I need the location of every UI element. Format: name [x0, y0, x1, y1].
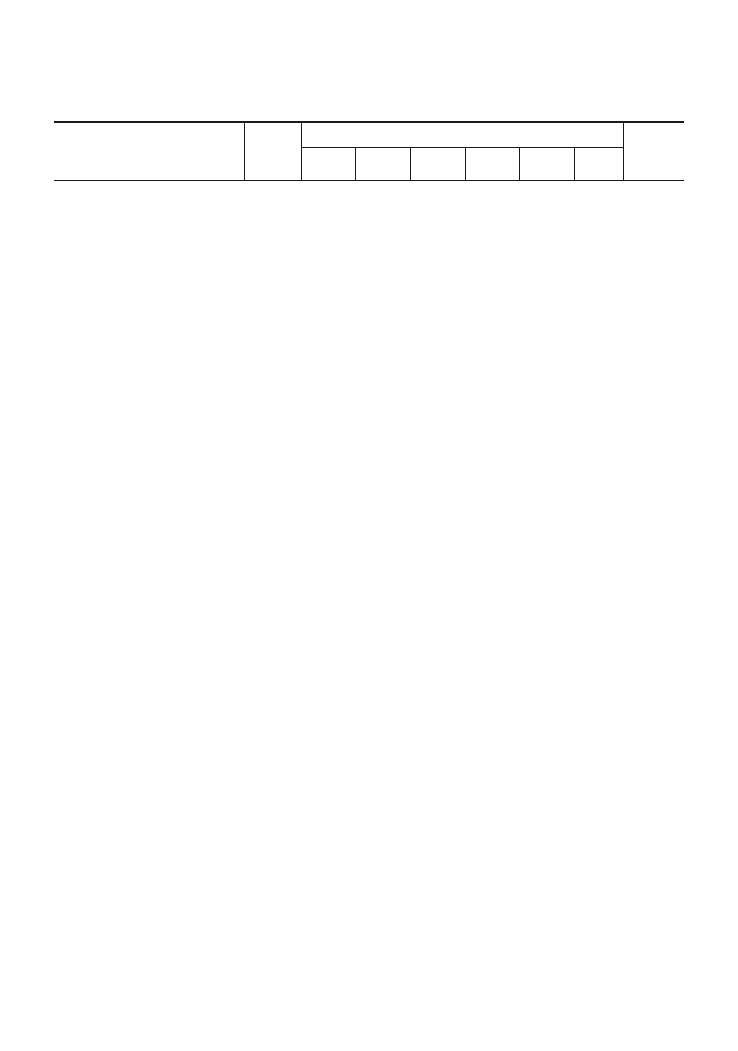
header-divider	[519, 148, 520, 180]
header-divider	[623, 122, 624, 180]
table-top-rule	[54, 121, 684, 123]
header-divider	[574, 148, 575, 180]
header-divider	[355, 148, 356, 180]
header-bottom-rule	[54, 180, 684, 181]
header-divider	[244, 122, 245, 180]
header-divider	[410, 148, 411, 180]
header-divider	[465, 148, 466, 180]
header-divider	[301, 122, 302, 180]
